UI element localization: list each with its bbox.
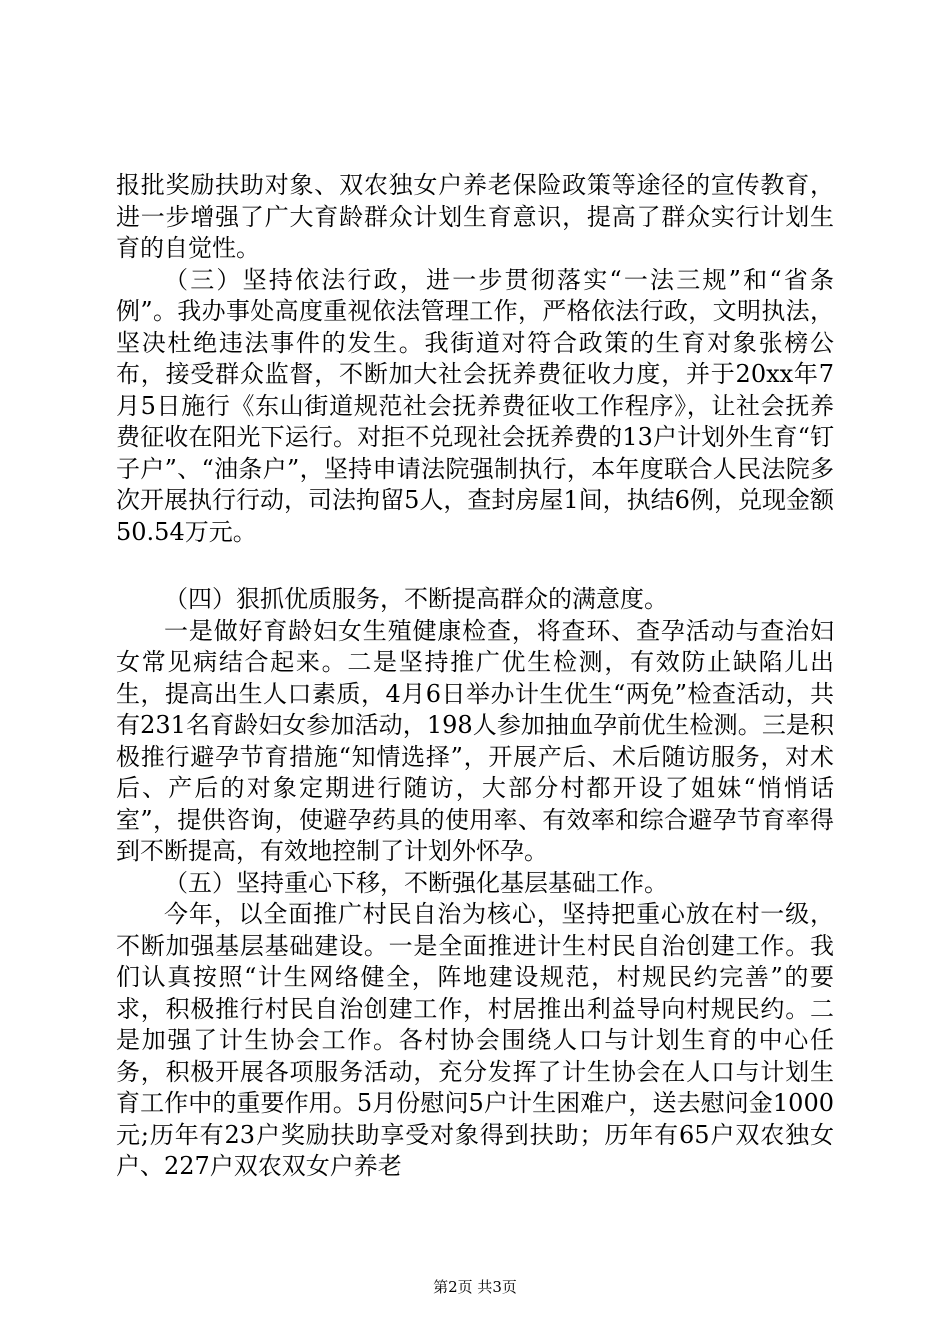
paragraph-section-4-body: 一是做好育龄妇女生殖健康检查，将查环、查孕活动与查治妇女常见病结合起来。二是坚持推广优生检测，有效防止缺陷儿出生，提高出生人口素质，4月6日举办计生优生“两免”检查活动，共有231名育龄妇女参加活动，198人参加抽血孕前优生检测。三是积极推行避孕节育措施“知情选择”，开展产后、术后随访服务，对术后、产后的对象定期进行随访，大部分村都开设了姐妹“悄悄话室”，提供咨询，使避孕药具的使用率、有效率和综合避孕节育率得到不断提高，有效地控制了计划外怀孕。 xyxy=(116,616,834,865)
paragraph-section-4-heading: （四）狠抓优质服务，不断提高群众的满意度。 xyxy=(164,585,668,613)
paragraph-section-5-body: 今年，以全面推广村民自治为核心，坚持把重心放在村一级，不断加强基层基础建设。一是全面推进计生村民自治创建工作。我们认真按照“计生网络健全，阵地建设规范，村规民约完善”的要求，积极推行村民自治创建工作，村居推出利益导向村规民约。二是加强了计生协会工作。各村协会围绕人口与计划生育的中心任务，积极开展各项服务活动，充分发挥了计生协会在人口与计划生育工作中的重要作用。5月份慰问5户计生困难户，送去慰问金1000元;历年有23户奖励扶助享受对象得到扶助；历年有65户双农独女户、227户双农双女户养老 xyxy=(116,900,834,1180)
page-footer: 第2页 共3页 xyxy=(433,1278,517,1296)
paragraph-continuation: 报批奖励扶助对象、双农独女户养老保险政策等途径的宣传教育，进一步增强了广大育龄群众计划生育意识，提高了群众实行计划生育的自觉性。 xyxy=(116,171,834,262)
paragraph-section-5-heading: （五）坚持重心下移，不断强化基层基础工作。 xyxy=(164,868,668,897)
paragraph-section-3: （三）坚持依法行政，进一步贯彻落实“一法三规”和“省条例”。我办事处高度重视依法管理工作，严格依法行政，文明执法，坚决杜绝违法事件的发生。我街道对符合政策的生育对象张榜公布，接受群众监督，不断加大社会抚养费征收力度，并于20xx年7月5日施行《东山街道规范社会抚养费征收工作程序》，让社会抚养费征收在阳光下运行。对拒不兑现社会抚养费的13户计划外生育“钉子户”、“油条户”，坚持申请法院强制执行，本年度联合人民法院多次开展执行行动，司法拘留5人，查封房屋1间，执结6例，兑现金额50.54万元。 xyxy=(116,265,834,546)
document-body xyxy=(116,170,834,1183)
